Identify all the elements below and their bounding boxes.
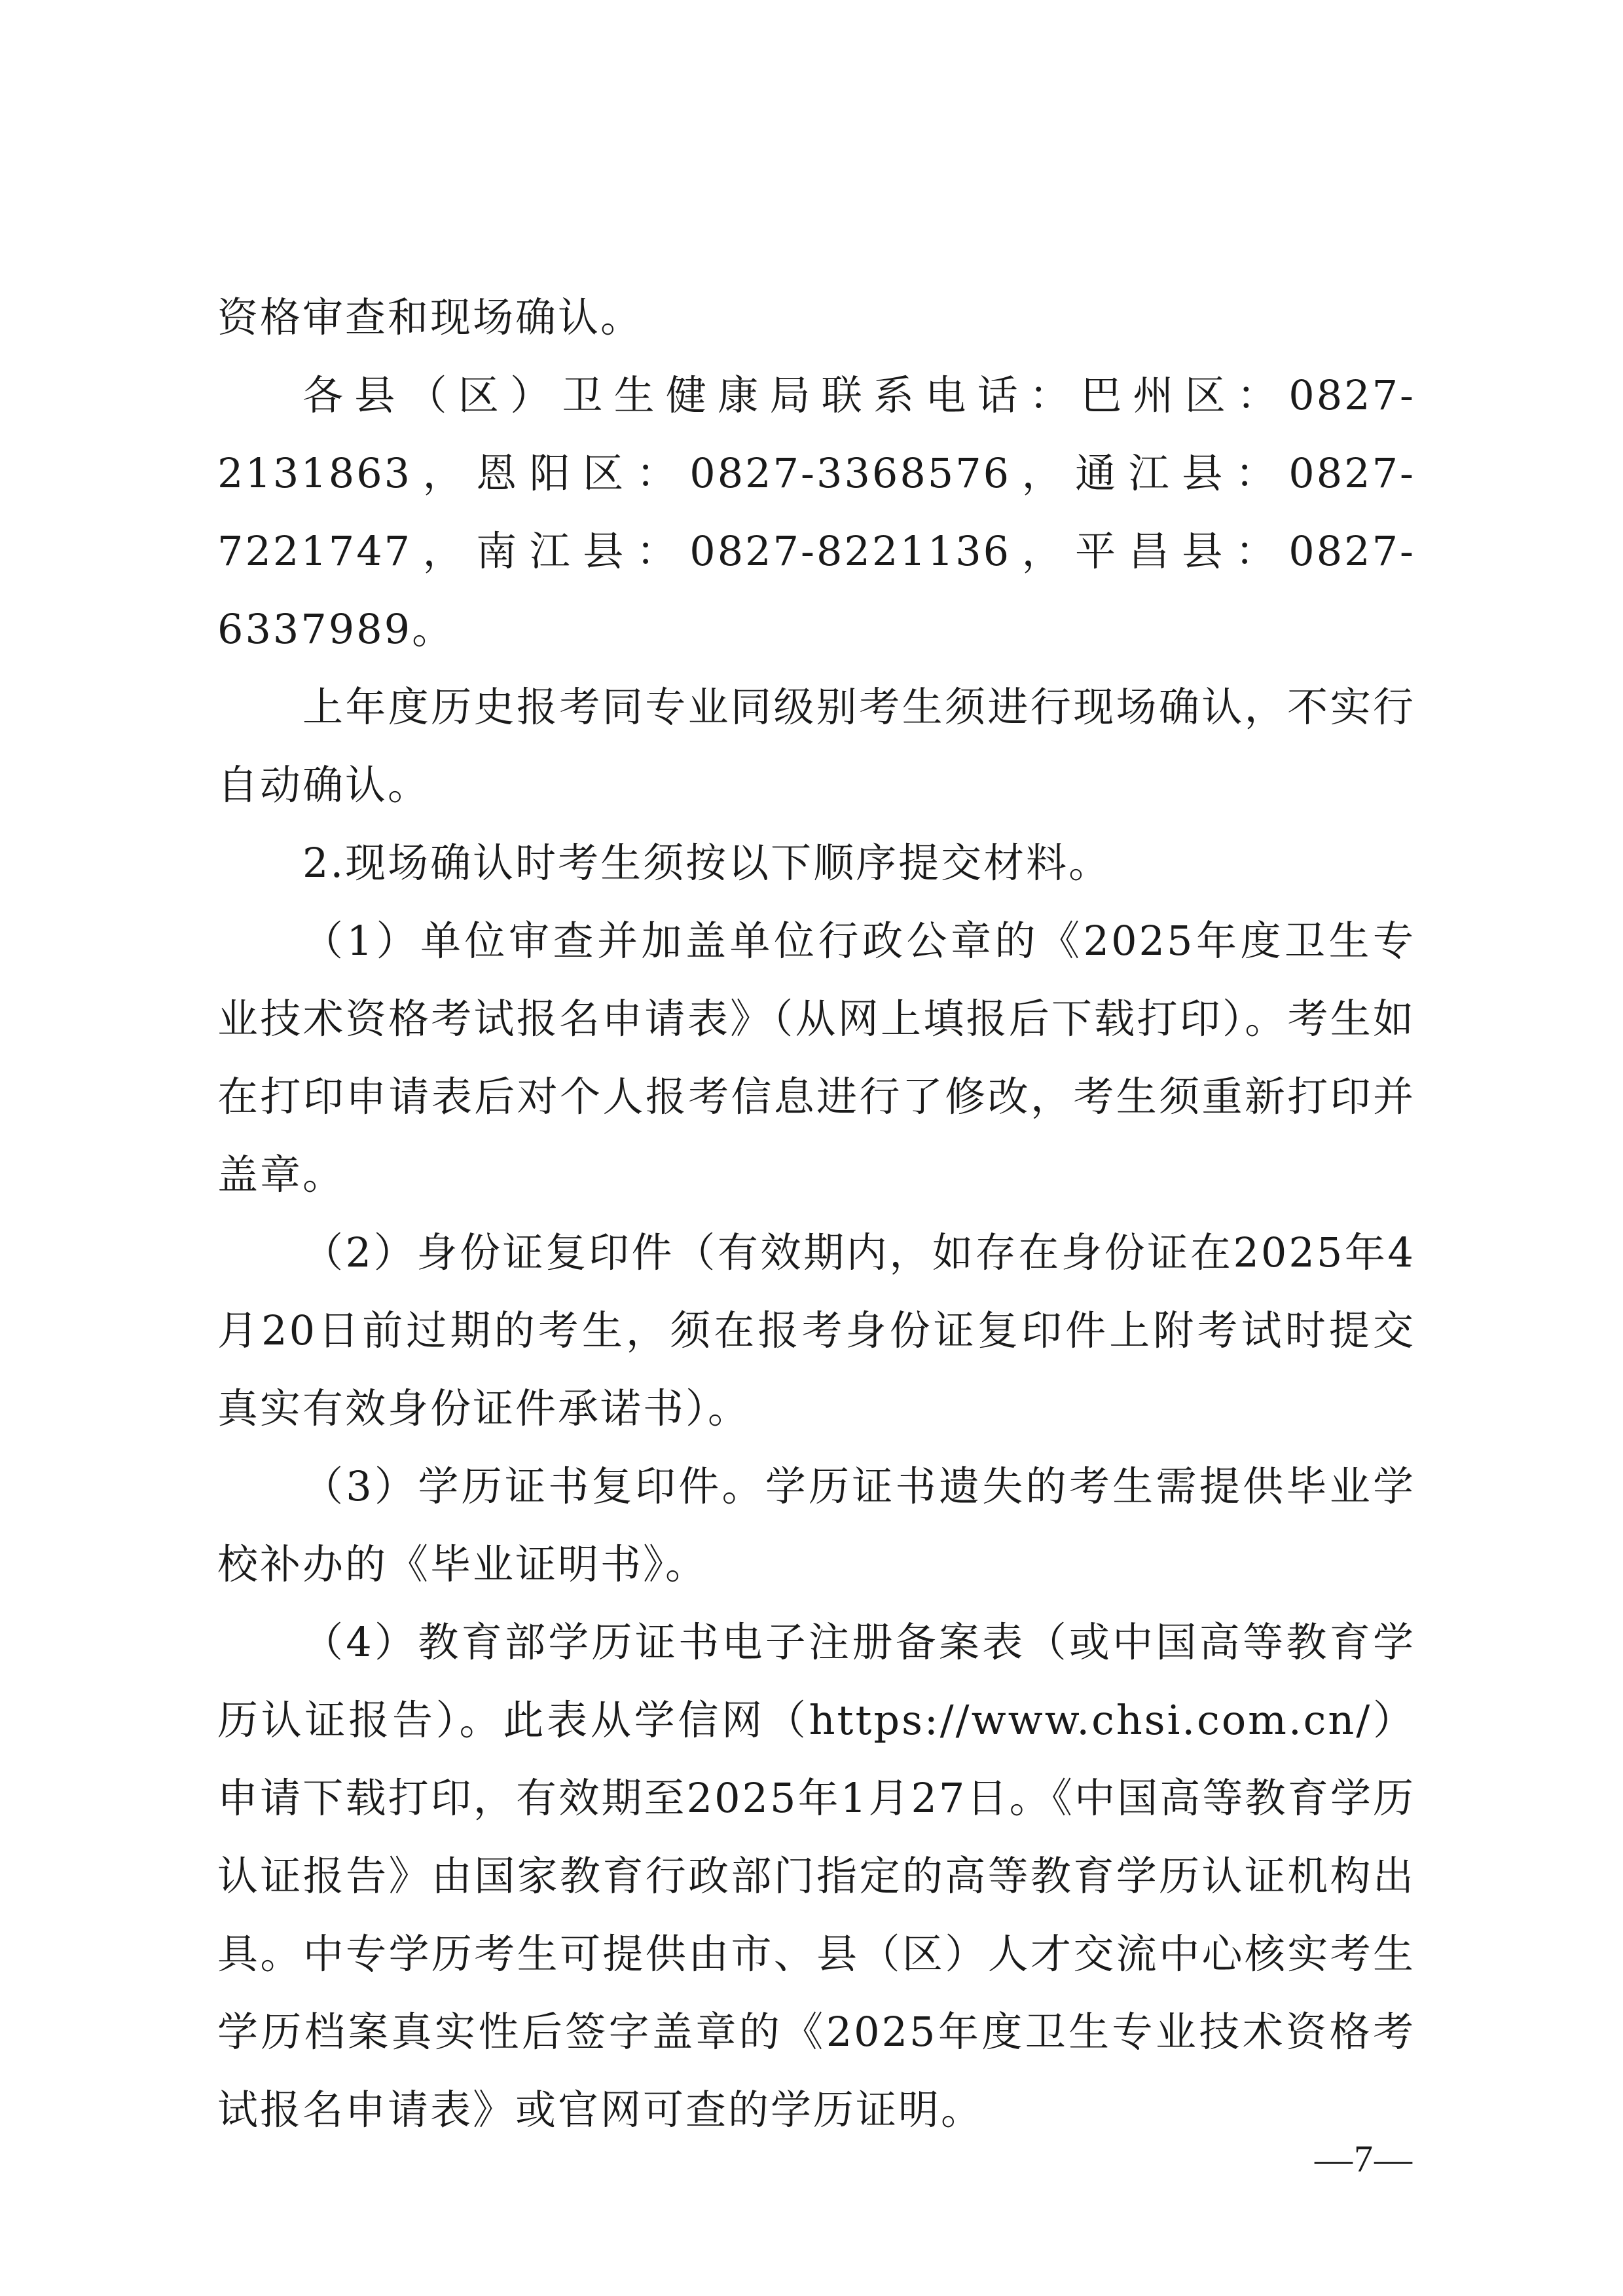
paragraph-material-application-form: （1）单位审查并加盖单位行政公章的《2025年度卫生专业技术资格考试报名申请表》（从网上填报后下载打印）。考生如在打印申请表后对个人报考信息进行了修改，考生须重新打印并盖章。 [217,917,1415,1198]
paragraph-onsite-confirmation-rule: 上年度历史报考同专业同级别考生须进行现场确认，不实行自动确认。 [217,683,1415,809]
paragraph-materials-heading: 2.现场确认时考生须按以下顺序提交材料。 [302,839,1112,887]
paragraph-material-diploma: （3）学历证书复印件。学历证书遗失的考生需提供毕业学校补办的《毕业证明书》。 [217,1462,1415,1588]
paragraph-material-education-record: （4）教育部学历证书电子注册备案表（或中国高等教育学历认证报告）。此表从学信网（https://www.chsi.com.cn/）申请下载打印，有效期至2025年1月27日。《中国高等教育学历认证报告》由国家教育行政部门指定的高等教育学历认证机构出具。中专学历考生可提供由市、县（区）人才交流中心核实考生学历档案真实性后签字盖章的《2025年度卫生专业技术资格考试报名申请表》或官网可查的学历证明。 [217,1618,1415,2134]
paragraph-material-id-card: （2）身份证复印件（有效期内，如存在身份证在2025年4月20日前过期的考生，须在报考身份证复印件上附考试时提交真实有效身份证件承诺书）。 [217,1229,1415,1432]
document-body [217,278,1415,2149]
paragraph-contact-phones: 各县（区）卫生健康局联系电话：巴州区：0827-2131863，恩阳区：0827-3368576，通江县：0827-7221747，南江县：0827-8221136，平昌县：0827-6337989。 [217,371,1415,653]
paragraph-qualification-review: 资格审查和现场确认。 [217,293,644,341]
page-number: —7— [1315,2138,1413,2180]
